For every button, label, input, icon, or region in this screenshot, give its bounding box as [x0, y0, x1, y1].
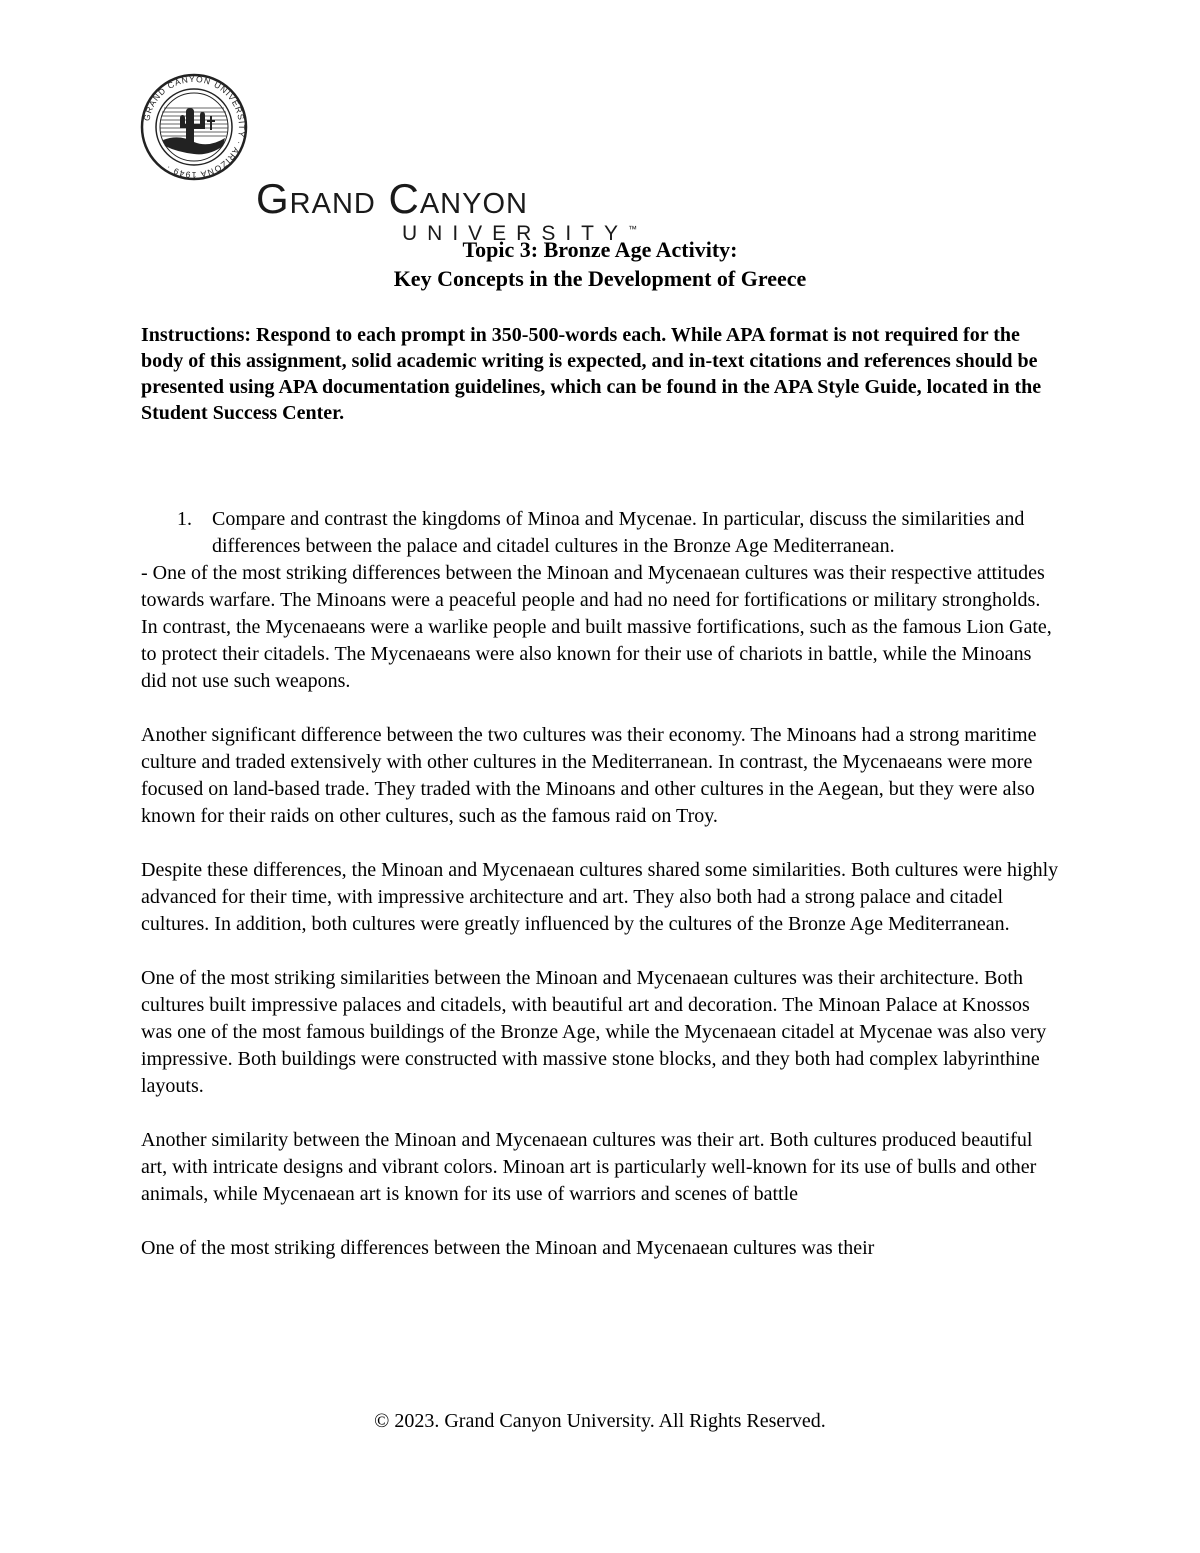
answer-paragraph: Another similarity between the Minoan and Mycenaean cultures was their art. Both cultures produced beautiful art, with intricate designs and vibrant colors. Minoan art is particularly well-known for its use of bulls and other animals, while Mycenaean art is known for its use of warriors and scenes of battle — [141, 1129, 1037, 1205]
document-body — [141, 506, 1061, 1289]
university-name: Grand Canyon — [256, 175, 528, 222]
prompt-number: 1. — [177, 508, 192, 530]
title-line-2: Key Concepts in the Development of Greece — [393, 266, 807, 291]
title-line-1: Topic 3: Bronze Age Activity: — [462, 237, 738, 262]
document-title — [0, 235, 1200, 293]
answer-paragraph: One of the most striking differences between the Minoan and Mycenaean cultures was their — [141, 1237, 875, 1259]
svg-text:GRAND CANYON UNIVERSITY · ARIZ: GRAND CANYON UNIVERSITY · ARIZONA 1949 · — [141, 73, 248, 181]
trademark-symbol: ™ — [628, 224, 638, 234]
answer-paragraph: Another significant difference between the two cultures was their economy. The Minoans had a strong maritime culture and traded extensively with other cultures in the Mediterranean. In contrast, the Mycenaeans were more focused on land-based trade. They traded with the Minoans and other cultures in the Aegean, but they were also known for their raids on other cultures, such as the famous raid on Troy. — [141, 724, 1037, 827]
university-subtitle-text: UNIVERSITY — [402, 222, 629, 245]
answer-paragraph: - One of the most striking differences between the Minoan and Mycenaean cultures was their respective attitudes towards warfare. The Minoans were a peaceful people and had no need for fortifications or military strongholds. In contrast, the Mycenaeans were a warlike people and built massive fortifications, such as the famous Lion Gate, to protect their citadels. The Mycenaeans were also known for their use of chariots in battle, while the Minoans did not use such weapons. — [141, 562, 1052, 692]
instructions: Instructions: Respond to each prompt in 350-500-words each. While APA format is not required for the body of this assignment, solid academic writing is expected, and in-text citations and references should be presented using APA documentation guidelines, which can be found in the APA Style Guide, located in the Student Success Center. — [141, 324, 1042, 424]
prompt-item — [141, 506, 1061, 560]
answer-paragraph: One of the most striking similarities between the Minoan and Mycenaean cultures was their architecture. Both cultures built impressive palaces and citadels, with beautiful art and decoration. The Minoan Palace at Knossos was one of the most famous buildings of the Bronze Age, while the Mycenaean citadel at Mycenae was also very impressive. Both buildings were constructed with massive stone blocks, and they both had complex labyrinthine layouts. — [141, 967, 1047, 1097]
answer-paragraph: Despite these differences, the Minoan and Mycenaean cultures shared some similarities. Both cultures were highly advanced for their time, with impressive architecture and art. They also both had a strong palace and citadel cultures. In addition, both cultures were greatly influenced by the cultures of the Bronze Age Mediterranean. — [141, 859, 1059, 935]
prompt-text: Compare and contrast the kingdoms of Minoa and Mycenae. In particular, discuss the similarities and differences between the palace and citadel cultures in the Bronze Age Mediterranean. — [212, 508, 1025, 557]
university-logo — [139, 72, 638, 245]
copyright-footer: © 2023. Grand Canyon University. All Rights Reserved. — [374, 1410, 826, 1432]
university-seal-icon — [139, 72, 249, 182]
